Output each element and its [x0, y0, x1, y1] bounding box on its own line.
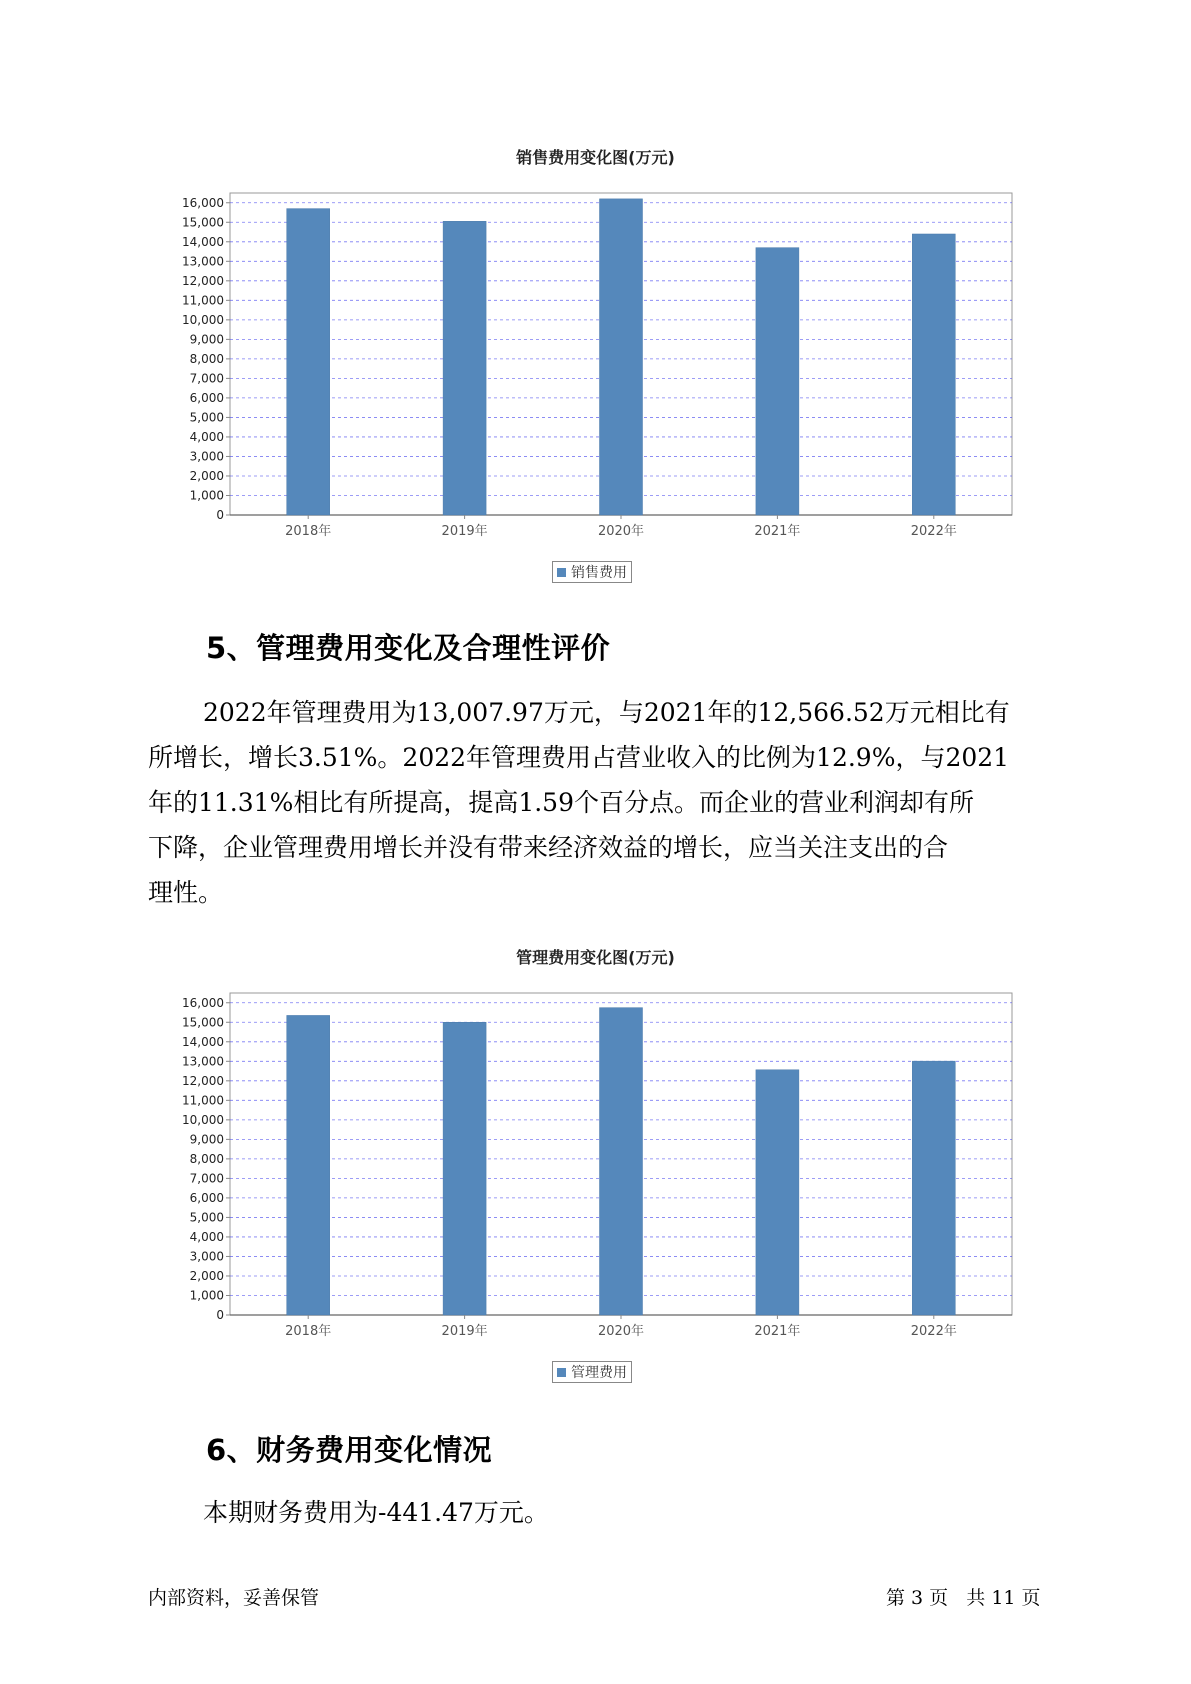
y-tick-label: 14,000: [182, 234, 224, 249]
y-tick-label: 5,000: [189, 1210, 224, 1225]
y-tick-label: 1,000: [189, 488, 224, 503]
y-tick-label: 14,000: [182, 1034, 224, 1049]
section-6-paragraph: [148, 1490, 1048, 1535]
y-tick-label: 8,000: [189, 351, 224, 366]
x-tick-label: 2021年: [754, 524, 801, 539]
y-tick-label: 4,000: [189, 1229, 224, 1244]
section-6-heading: 6、财务费用变化情况: [206, 1433, 493, 1467]
y-tick-label: 13,000: [182, 254, 224, 269]
chart-2-plot: [182, 993, 1012, 1339]
x-tick-label: 2022年: [910, 524, 957, 539]
y-tick-label: 2,000: [189, 468, 224, 483]
chart-1-plot: [182, 193, 1012, 539]
y-tick-label: 12,000: [182, 1073, 224, 1088]
bar: [443, 221, 486, 515]
chart-1-title: 销售费用变化图(万元): [516, 148, 675, 167]
y-tick-label: 7,000: [189, 1171, 224, 1186]
y-tick-label: 16,000: [182, 995, 224, 1010]
y-tick-label: 9,000: [189, 1132, 224, 1147]
legend-swatch: [557, 568, 566, 577]
y-tick-label: 0: [216, 1308, 224, 1322]
y-tick-label: 4,000: [189, 429, 224, 444]
x-tick-label: 2018年: [285, 1324, 332, 1339]
y-tick-label: 15,000: [182, 215, 224, 230]
y-tick-label: 6,000: [189, 390, 224, 405]
y-tick-label: 2,000: [189, 1268, 224, 1283]
y-tick-label: 10,000: [182, 312, 224, 327]
chart-2-title: 管理费用变化图(万元): [516, 948, 675, 967]
x-tick-label: 2021年: [754, 1324, 801, 1339]
x-tick-label: 2022年: [910, 1324, 957, 1339]
y-tick-label: 7,000: [189, 371, 224, 386]
bar: [912, 1061, 955, 1315]
y-tick-label: 10,000: [182, 1112, 224, 1127]
paragraph-line: 2022年管理费用为13,007.97万元，与2021年的12,566.52万元相比有: [203, 698, 1010, 727]
bar: [756, 1070, 799, 1315]
legend-swatch: [557, 1368, 566, 1377]
y-tick-label: 11,000: [182, 293, 224, 308]
chart-1-legend-label: 销售费用: [571, 565, 627, 581]
y-tick-label: 6,000: [189, 1190, 224, 1205]
paragraph-line: 年的11.31%相比有所提高，提高1.59个百分点。而企业的营业利润却有所: [148, 788, 974, 817]
paragraph-line: 下降，企业管理费用增长并没有带来经济效益的增长，应当关注支出的合: [148, 833, 949, 862]
y-tick-label: 11,000: [182, 1093, 224, 1108]
footer-page-number: 第 3 页 共 11 页: [886, 1587, 1041, 1609]
paragraph-line: 本期财务费用为-441.47万元。: [203, 1498, 549, 1527]
section-5-paragraph: [148, 690, 1048, 915]
bar: [912, 234, 955, 515]
y-tick-label: 15,000: [182, 1015, 224, 1030]
bar: [287, 1015, 330, 1315]
section-5-heading: 5、管理费用变化及合理性评价: [206, 631, 611, 665]
y-tick-label: 12,000: [182, 273, 224, 288]
x-tick-label: 2020年: [597, 524, 645, 539]
bar: [756, 248, 799, 515]
x-tick-label: 2020年: [597, 1324, 645, 1339]
paragraph-line: 理性。: [148, 878, 224, 907]
bar: [600, 1008, 643, 1315]
y-tick-label: 16,000: [182, 195, 224, 210]
footer-confidential-note: 内部资料，妥善保管: [148, 1587, 320, 1609]
chart-2-legend: [552, 1361, 632, 1383]
chart-1-legend: [552, 561, 632, 583]
y-tick-label: 9,000: [189, 332, 224, 347]
y-tick-label: 5,000: [189, 410, 224, 425]
y-tick-label: 3,000: [189, 1249, 224, 1264]
y-tick-label: 0: [216, 508, 224, 522]
chart-2-legend-label: 管理费用: [571, 1365, 627, 1381]
y-tick-label: 3,000: [189, 449, 224, 464]
bar: [600, 199, 643, 515]
x-tick-label: 2018年: [285, 524, 332, 539]
x-tick-label: 2019年: [441, 524, 488, 539]
bar: [287, 209, 330, 515]
paragraph-line: 所增长，增长3.51%。2022年管理费用占营业收入的比例为12.9%，与2021: [148, 743, 1010, 772]
y-tick-label: 8,000: [189, 1151, 224, 1166]
y-tick-label: 13,000: [182, 1054, 224, 1069]
y-tick-label: 1,000: [189, 1288, 224, 1303]
bar: [443, 1022, 486, 1315]
x-tick-label: 2019年: [441, 1324, 488, 1339]
